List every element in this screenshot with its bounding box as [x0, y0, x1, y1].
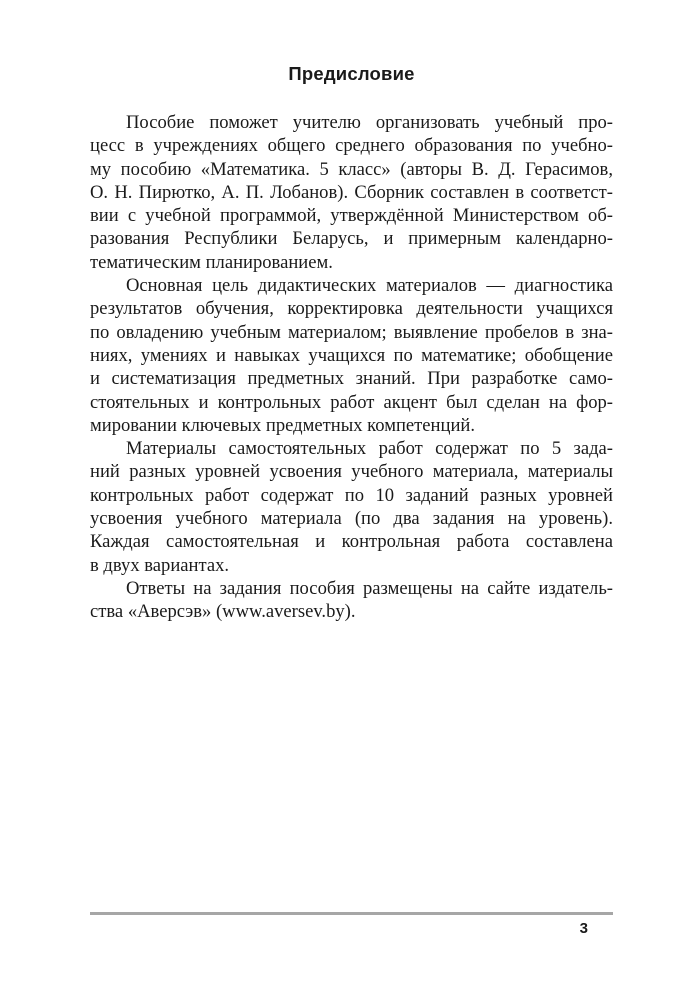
- footer-divider: [90, 912, 613, 915]
- text-line: му пособию «Математика. 5 класс» (авторы В. Д. Герасимов,: [90, 158, 613, 180]
- paragraph-1: [90, 111, 613, 274]
- text-line: и систематизация предметных знаний. При разработке само-: [90, 368, 613, 390]
- text-line: вии с учебной программой, утверждённой Министерством об-: [90, 205, 613, 227]
- text-line: разования Республики Беларусь, и примерным календарно-: [90, 228, 613, 250]
- text-line: по овладению учебным материалом; выявление пробелов в зна-: [90, 321, 613, 343]
- page-number: 3: [579, 920, 588, 937]
- preface-body: [90, 111, 613, 624]
- paragraph-2: [90, 274, 613, 437]
- text-line: ства «Аверсэв» (www.aversev.by).: [90, 601, 356, 623]
- text-line: Пособие поможет учителю организовать учебный про-: [126, 112, 613, 133]
- text-line: в двух вариантах.: [90, 554, 230, 576]
- text-line: Каждая самостоятельная и контрольная работа составлена: [90, 531, 613, 553]
- text-line: ниях, умениях и навыках учащихся по математике; обобщение: [90, 344, 613, 366]
- page-title: Предисловие: [288, 63, 415, 84]
- text-line: контрольных работ содержат по 10 заданий разных уровней: [90, 484, 613, 506]
- paragraph-4: [90, 577, 613, 624]
- text-line: цесс в учреждениях общего среднего образования по учебно-: [90, 135, 613, 157]
- text-line: ний разных уровней усвоения учебного материала, материалы: [90, 461, 613, 483]
- text-line: О. Н. Пирютко, А. П. Лобанов). Сборник составлен в соответст-: [90, 181, 613, 203]
- text-line: стоятельных и контрольных работ акцент был сделан на фор-: [90, 391, 613, 413]
- text-line: тематическим планированием.: [90, 251, 333, 273]
- text-line: Основная цель дидактических материалов — диагностика: [126, 275, 613, 297]
- text-line: результатов обучения, корректировка деятельности учащихся: [90, 298, 613, 320]
- text-line: мировании ключевых предметных компетенций.: [90, 414, 475, 436]
- text-line: Материалы самостоятельных работ содержат по 5 зада-: [126, 438, 613, 460]
- text-line: усвоения учебного материала (по два задания на уровень).: [90, 508, 613, 530]
- text-line: Ответы на задания пособия размещены на сайте издатель-: [126, 577, 613, 599]
- paragraph-3: [90, 437, 613, 577]
